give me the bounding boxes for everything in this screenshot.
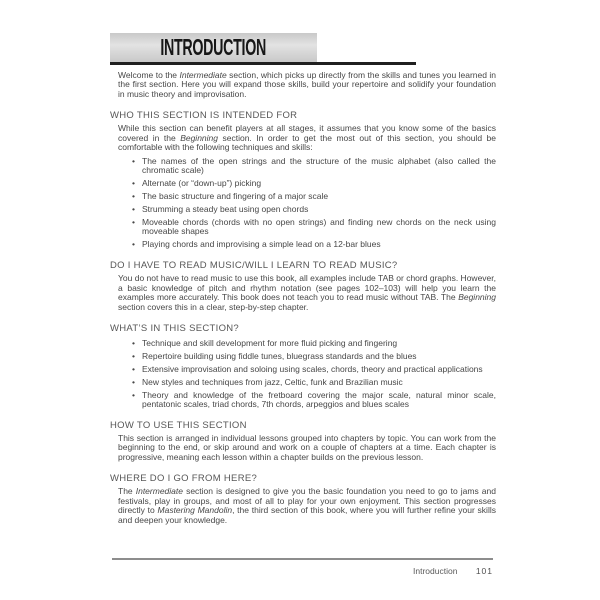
bullet-icon: • — [132, 376, 135, 387]
bullet-text: The names of the open strings and the structure of the music alphabet (also called the chromatic scale) — [142, 156, 496, 176]
footer-page-number: 101 — [475, 566, 493, 576]
page-section — [110, 260, 496, 312]
bullet-icon: • — [132, 238, 135, 249]
bullet-item — [132, 389, 496, 410]
section-heading: WHO THIS SECTION IS INTENDED FOR — [110, 110, 298, 122]
bullet-icon: • — [132, 216, 135, 227]
section-paragraph: This section is arranged in individual lessons grouped into chapters by topic. You can work from the beginning to the end, or skip around and work on a couple of chapters at a time. Each chapter is progressive, meaning each lesson within a chapter builds on the previous lesson. — [118, 433, 496, 462]
bullet-item — [132, 190, 496, 202]
bullet-item — [132, 177, 496, 189]
bullet-text: Extensive improvisation and soloing using scales, chords, theory and practical applications — [142, 364, 483, 375]
bullet-text: Repertoire building using fiddle tunes, bluegrass standards and the blues — [142, 351, 417, 362]
bullet-item — [132, 376, 496, 388]
bullet-icon: • — [132, 350, 135, 361]
bullet-item — [132, 363, 496, 375]
page-section — [110, 473, 496, 525]
bullet-text: Theory and knowledge of the fretboard covering the major scale, natural minor scale, pentatonic scales, triad chords, 7th chords, arpeggios and blues scales — [142, 390, 496, 410]
bullet-text: Technique and skill development for more fluid picking and fingering — [142, 338, 398, 349]
footer-section-label: Introduction — [413, 566, 458, 576]
title-underline — [110, 62, 416, 65]
section-heading: HOW TO USE THIS SECTION — [110, 420, 247, 432]
section-paragraph: While this section can benefit players at all stages, it assumes that you know some of the basics covered in the Beginning section. In order to get the most out of this section, you should be comfortable with the following techniques and skills: — [118, 123, 497, 153]
bullet-icon: • — [132, 363, 135, 374]
bullet-icon: • — [132, 177, 135, 188]
bullet-text: Playing chords and improvising a simple lead on a 12-bar blues — [142, 239, 381, 250]
page-title: INTRODUCTION — [160, 33, 267, 61]
section-heading: WHERE DO I GO FROM HERE? — [110, 473, 258, 485]
page-section — [110, 420, 496, 462]
section-heading: DO I HAVE TO READ MUSIC/WILL I LEARN TO READ MUSIC? — [110, 260, 398, 272]
footer-rule — [112, 558, 493, 560]
section-paragraph: You do not have to read music to use this book, all examples include TAB or chord graphs. However, a basic knowledge of pitch and rhythm notation (see pages 102–103) will help you learn the examples more accurately. This book does not teach you to read music without TAB. The Beginning section covers this in a clear, step-by-step chapter. — [118, 273, 496, 312]
page-content — [110, 71, 496, 525]
section-heading: WHAT’S IN THIS SECTION? — [110, 323, 240, 335]
bullet-text: Strumming a steady beat using open chords — [142, 204, 309, 215]
page-section — [110, 71, 496, 99]
section-paragraph: Welcome to the Intermediate section, which picks up directly from the skills and tunes you learned in the first section. Here you will expand those skills, build your repertoire and solidify your foundation in music theory and improvisation. — [118, 70, 497, 99]
chapter-title-banner — [110, 33, 317, 62]
bullet-list — [110, 157, 496, 249]
bullet-text: New styles and techniques from jazz, Celtic, funk and Brazilian music — [142, 377, 403, 388]
bullet-item — [132, 155, 496, 176]
bullet-icon: • — [132, 155, 135, 166]
bullet-item — [132, 203, 496, 215]
bullet-item — [132, 216, 496, 237]
bullet-item — [132, 337, 496, 349]
section-paragraph: The Intermediate section is designed to give you the basic foundation you need to go to jams and festivals, play in groups, and most of all to play for your own enjoyment. This section progresses directly to Mastering Mandolin, the third section of this book, where you will further refine your skills and deepen your knowledge. — [118, 486, 496, 525]
page-section — [110, 323, 496, 409]
bullet-item — [132, 350, 496, 362]
bullet-text: Alternate (or “down-up”) picking — [142, 178, 262, 189]
bullet-icon: • — [132, 337, 135, 348]
bullet-text: Moveable chords (chords with no open strings) and finding new chords on the neck using moveable shapes — [142, 217, 496, 237]
page-section — [110, 110, 496, 249]
bullet-icon: • — [132, 190, 135, 201]
bullet-text: The basic structure and fingering of a major scale — [142, 191, 329, 202]
bullet-icon: • — [132, 389, 135, 400]
bullet-list — [110, 339, 496, 409]
page-footer — [112, 566, 493, 576]
bullet-icon: • — [132, 203, 135, 214]
bullet-item — [132, 238, 496, 250]
